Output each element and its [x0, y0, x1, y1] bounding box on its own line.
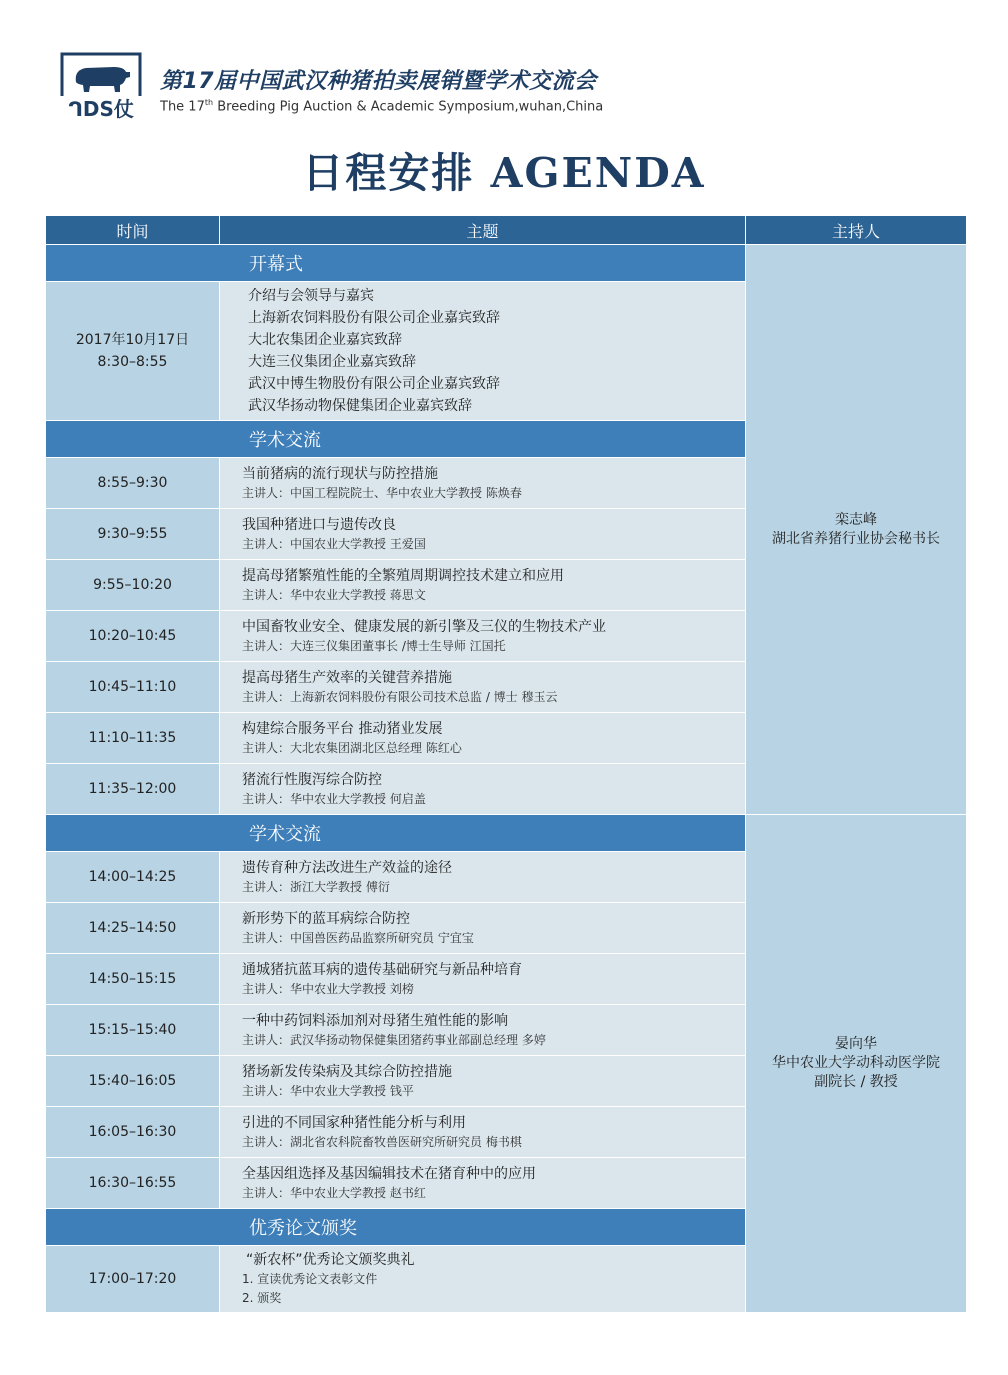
host-cell-morning [746, 245, 967, 815]
award-title: “新农杯”优秀论文颁奖典礼 [246, 1252, 415, 1268]
talk-speaker: 主讲人：华中农业大学教授 钱平 [242, 1083, 414, 1098]
talk-speaker: 主讲人：大连三仪集团董事长 /博士生导师 江国托 [242, 638, 506, 653]
talk-title: 通城猪抗蓝耳病的遗传基础研究与新品种培育 [242, 961, 522, 978]
list-item: 介绍与会领导与嘉宾 [248, 288, 374, 304]
talk-topic [220, 662, 746, 713]
talk-time: 10:20–10:45 [46, 611, 220, 662]
talk-title: 新形势下的蓝耳病综合防控 [242, 910, 410, 927]
talk-topic [220, 1005, 746, 1056]
talk-speaker: 主讲人：浙江大学教授 傅衍 [242, 879, 390, 894]
agenda-title: 日程安排 AGENDA [302, 149, 706, 197]
section-title-academic-2: 学术交流 [46, 815, 746, 852]
talk-time: 15:15–15:40 [46, 1005, 220, 1056]
talk-topic [220, 903, 746, 954]
award-time: 17:00–17:20 [46, 1246, 220, 1313]
talk-time: 14:00–14:25 [46, 852, 220, 903]
talk-speaker: 主讲人：中国兽医药品监察所研究员 宁宜宝 [242, 930, 474, 945]
pig-logo-icon [60, 52, 142, 120]
talk-title: 我国种猪进口与遗传改良 [242, 516, 396, 533]
list-item: 上海新农饲料股份有限公司企业嘉宾致辞 [248, 310, 500, 326]
talk-topic [220, 1158, 746, 1209]
talk-speaker: 主讲人：湖北省农科院畜牧兽医研究所研究员 梅书棋 [242, 1134, 522, 1149]
column-header-host: 主持人 [746, 216, 967, 245]
talk-topic [220, 954, 746, 1005]
list-item: 武汉中博生物股份有限公司企业嘉宾致辞 [248, 376, 500, 392]
talk-topic [220, 560, 746, 611]
section-title-award: 优秀论文颁奖 [46, 1209, 746, 1246]
host-title: 副院长 / 教授 [814, 1074, 898, 1090]
section-row-opening [46, 245, 967, 282]
talk-title: 当前猪病的流行现状与防控措施 [242, 465, 438, 482]
list-item: 2. 颁奖 [242, 1291, 282, 1305]
talk-time: 9:30–9:55 [46, 509, 220, 560]
host-title: 华中农业大学动科动医学院 [772, 1055, 940, 1071]
agenda-table [45, 215, 967, 1313]
talk-time: 15:40–16:05 [46, 1056, 220, 1107]
section-title-academic-1: 学术交流 [46, 421, 746, 458]
talk-topic [220, 1056, 746, 1107]
section-row-academic-2 [46, 815, 967, 852]
talk-topic [220, 1107, 746, 1158]
opening-time: 8:30–8:55 [97, 354, 168, 370]
talk-title: 猪场新发传染病及其综合防控措施 [242, 1063, 452, 1080]
talk-title: 构建综合服务平台 推动猪业发展 [242, 720, 443, 737]
list-item: 武汉华扬动物保健集团企业嘉宾致辞 [248, 398, 472, 414]
column-header-time: 时间 [46, 216, 220, 245]
talk-speaker: 主讲人：大北农集团湖北区总经理 陈红心 [242, 740, 462, 755]
talk-topic [220, 509, 746, 560]
talk-speaker: 主讲人：华中农业大学教授 蒋思文 [242, 587, 426, 602]
host-cell-afternoon [746, 815, 967, 1313]
talk-title: 遗传育种方法改进生产效益的途径 [242, 859, 452, 876]
host-name: 晏向华 [835, 1036, 877, 1052]
talk-topic [220, 713, 746, 764]
event-title-en: The 17th Breeding Pig Auction & Academic Symposium,wuhan,China [160, 98, 604, 115]
list-item: 1. 宣读优秀论文表彰文件 [242, 1272, 378, 1286]
talk-time: 11:10–11:35 [46, 713, 220, 764]
talk-topic [220, 611, 746, 662]
talk-time: 14:25–14:50 [46, 903, 220, 954]
talk-speaker: 主讲人：中国农业大学教授 王爱国 [242, 536, 426, 551]
award-topic [220, 1246, 746, 1313]
event-title-cn: 第17届中国武汉种猪拍卖展销暨学术交流会 [160, 69, 597, 94]
talk-speaker: 主讲人：武汉华扬动物保健集团猪药事业部副总经理 多婷 [242, 1032, 546, 1047]
table-header-row [46, 216, 967, 245]
talk-title: 提高母猪生产效率的关键营养措施 [242, 669, 452, 686]
opening-date: 2017年10月17日 [75, 332, 190, 348]
list-item: 大北农集团企业嘉宾致辞 [248, 332, 402, 348]
svg-text:ᒉDS仗: ᒉDS仗 [68, 97, 134, 120]
talk-topic [220, 458, 746, 509]
talk-topic [220, 852, 746, 903]
talk-speaker: 主讲人：华中农业大学教授 何启盖 [242, 791, 426, 806]
column-header-topic: 主题 [220, 216, 746, 245]
talk-topic [220, 764, 746, 815]
event-header [60, 52, 680, 122]
talk-speaker: 主讲人：华中农业大学教授 赵书红 [242, 1185, 426, 1200]
host-title: 湖北省养猪行业协会秘书长 [772, 530, 940, 547]
talk-speaker: 主讲人：华中农业大学教授 刘榜 [242, 981, 414, 996]
talk-title: 引进的不同国家种猪性能分析与利用 [242, 1114, 466, 1131]
talk-time: 16:30–16:55 [46, 1158, 220, 1209]
talk-title: 猪流行性腹泻综合防控 [242, 771, 382, 788]
talk-time: 16:05–16:30 [46, 1107, 220, 1158]
talk-speaker: 主讲人：上海新农饲料股份有限公司技术总监 / 博士 穆玉云 [242, 689, 558, 704]
talk-title: 全基因组选择及基因编辑技术在猪育种中的应用 [242, 1165, 536, 1182]
talk-time: 8:55–9:30 [46, 458, 220, 509]
opening-time-cell [46, 282, 220, 421]
talk-title: 中国畜牧业安全、健康发展的新引擎及三仪的生物技术产业 [242, 618, 606, 635]
talk-time: 11:35–12:00 [46, 764, 220, 815]
talk-time: 9:55–10:20 [46, 560, 220, 611]
section-title-opening: 开幕式 [46, 245, 746, 282]
talk-speaker: 主讲人：中国工程院院士、华中农业大学教授 陈焕春 [242, 485, 522, 500]
opening-topic-cell [220, 282, 746, 421]
talk-time: 14:50–15:15 [46, 954, 220, 1005]
talk-title: 一种中药饲料添加剂对母猪生殖性能的影响 [242, 1012, 508, 1029]
list-item: 大连三仪集团企业嘉宾致辞 [248, 354, 416, 370]
talk-time: 10:45–11:10 [46, 662, 220, 713]
host-name: 栾志峰 [835, 511, 877, 528]
talk-title: 提高母猪繁殖性能的全繁殖周期调控技术建立和应用 [242, 567, 564, 584]
